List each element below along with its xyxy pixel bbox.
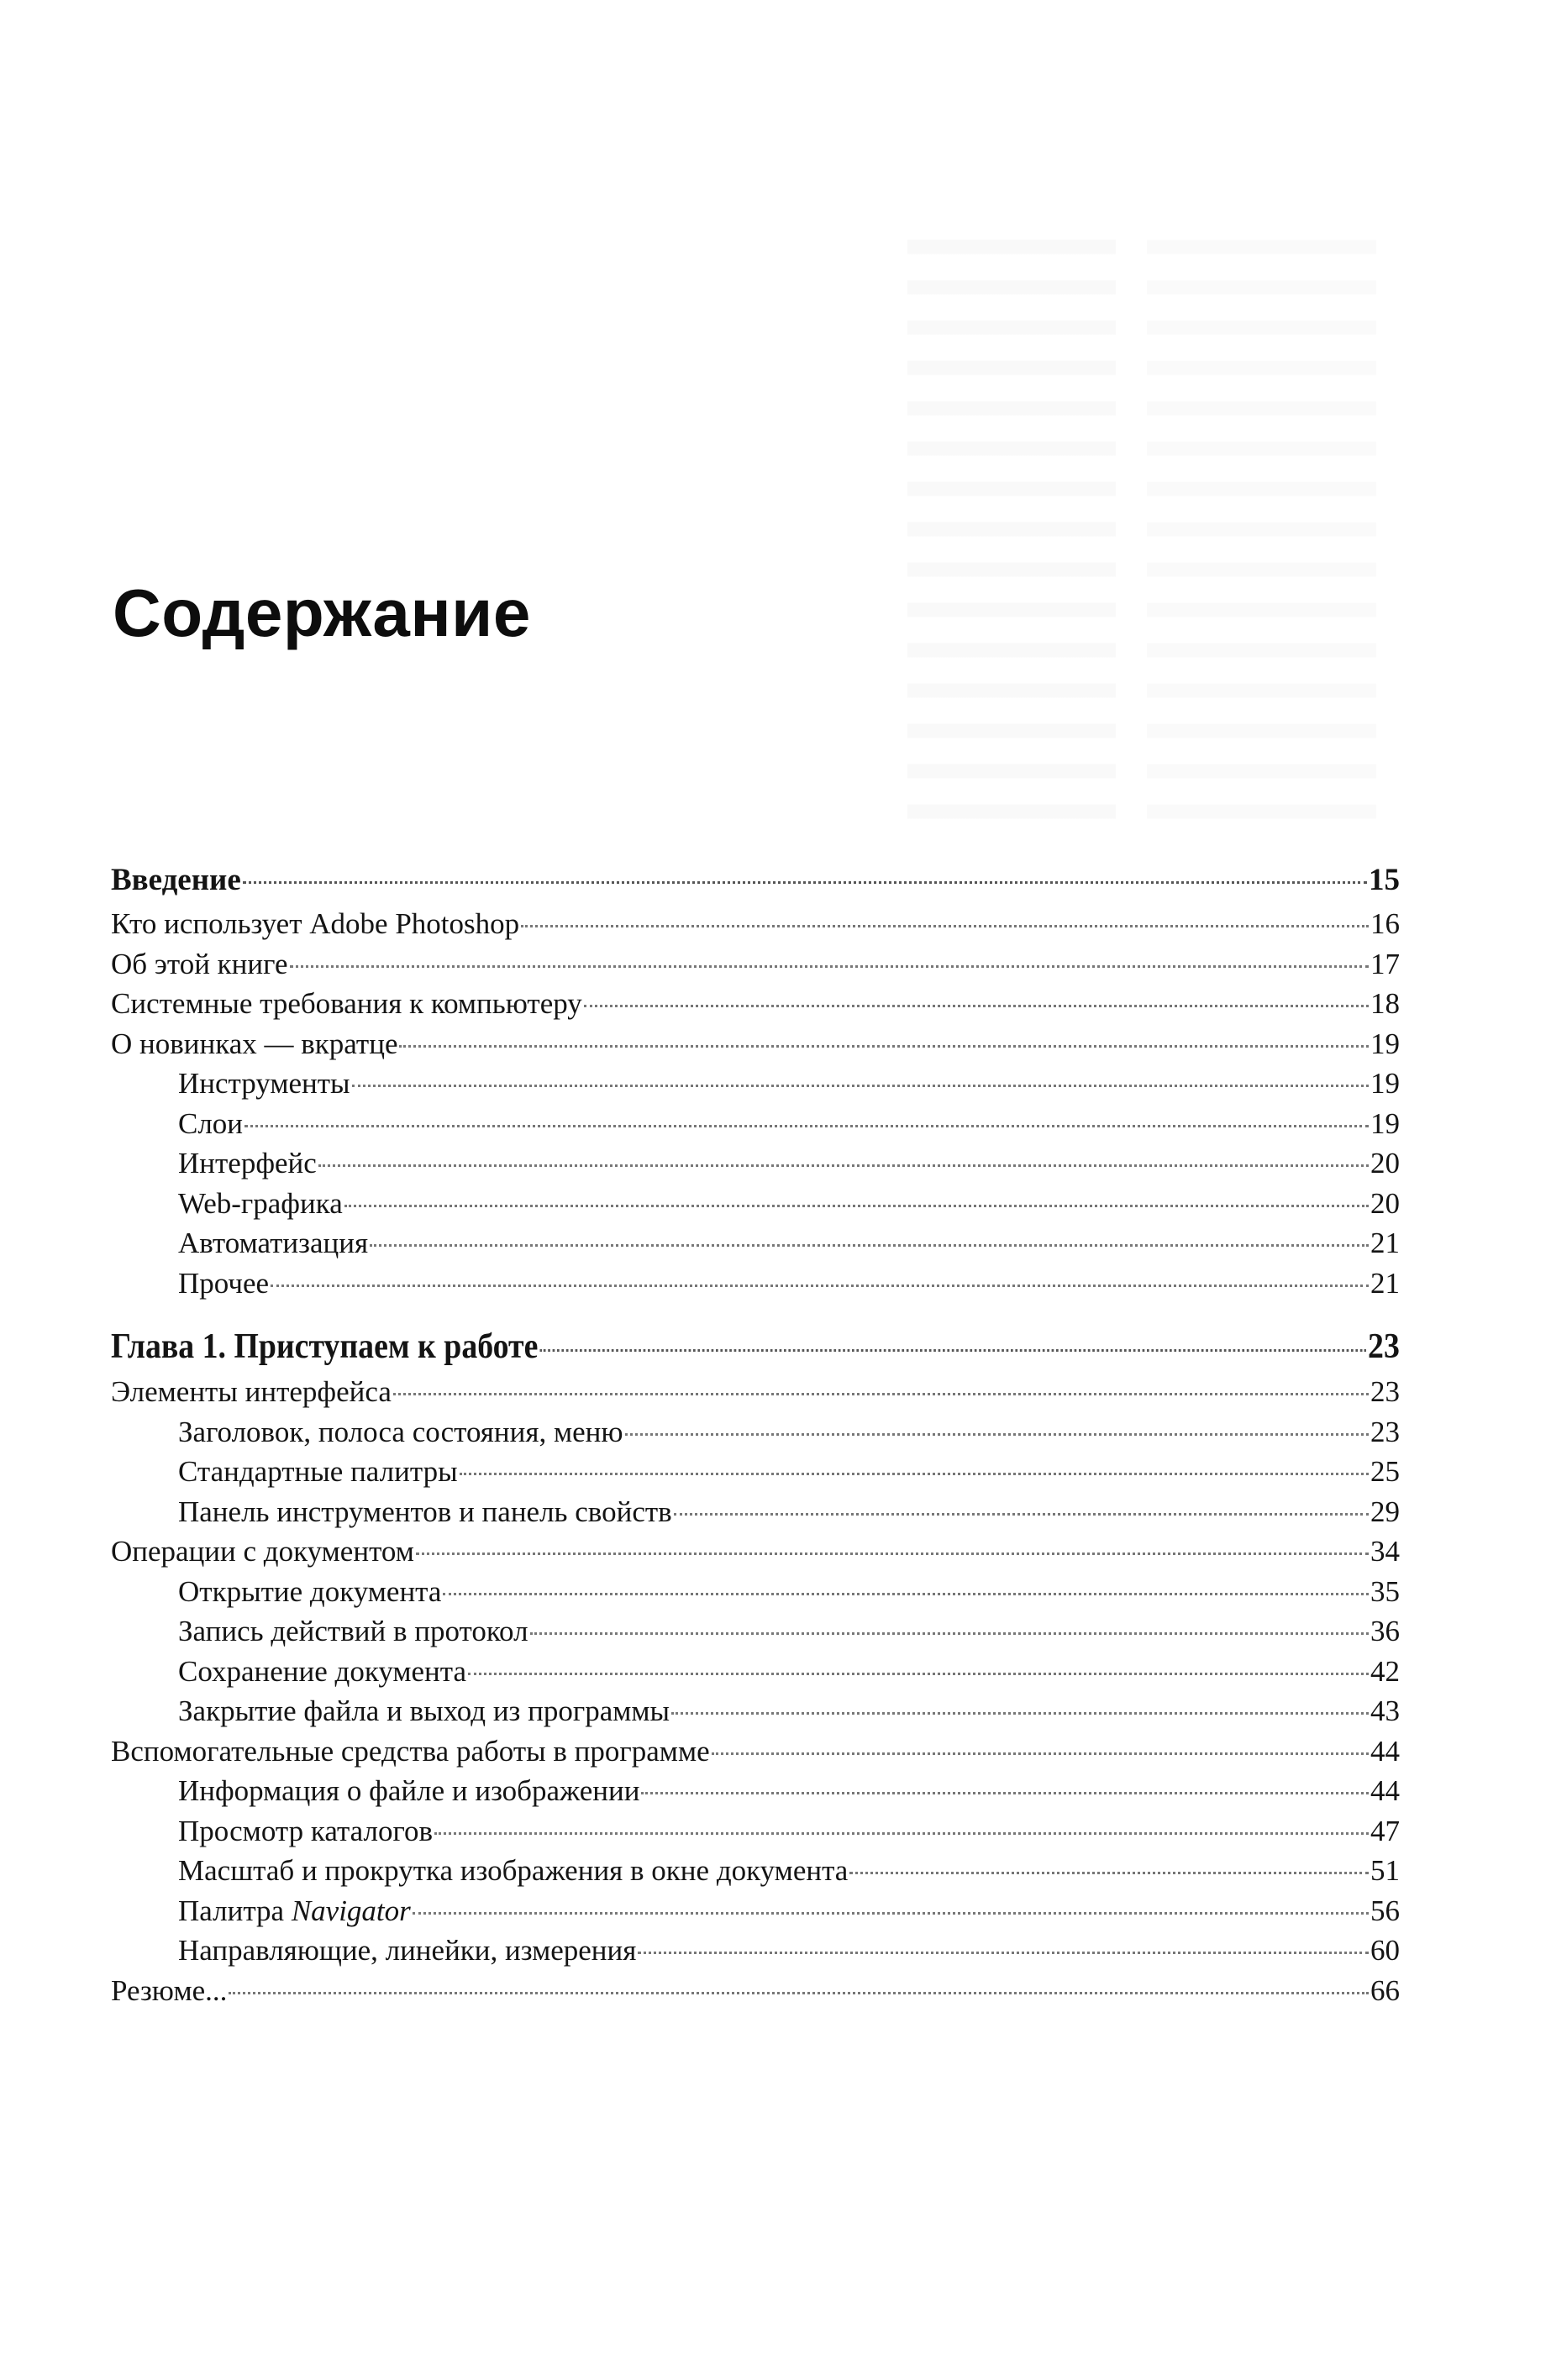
dot-leader xyxy=(413,1912,1369,1915)
table-of-contents xyxy=(111,857,1400,2010)
toc-entry-page: 34 xyxy=(1370,1535,1400,1568)
toc-entry xyxy=(111,1143,1400,1184)
toc-entry-label xyxy=(178,1891,411,1931)
toc-entry xyxy=(111,1811,1400,1852)
toc-entry-page: 21 xyxy=(1370,1266,1400,1300)
toc-group-introduction xyxy=(111,857,1400,1303)
dot-leader xyxy=(638,1952,1369,1954)
toc-entry-label: Инструменты xyxy=(178,1067,350,1100)
toc-entry xyxy=(111,1104,1400,1144)
dot-leader xyxy=(243,881,1367,884)
toc-entry-page: 25 xyxy=(1370,1455,1400,1488)
toc-entry-page: 15 xyxy=(1369,863,1400,897)
dot-leader xyxy=(712,1752,1369,1755)
toc-entry xyxy=(111,1851,1400,1891)
toc-entry xyxy=(111,984,1400,1024)
toc-entry xyxy=(111,1611,1400,1652)
toc-entry-page: 19 xyxy=(1370,1027,1400,1060)
dot-leader xyxy=(460,1473,1369,1475)
toc-entry-page: 51 xyxy=(1370,1854,1400,1887)
toc-entry-page: 19 xyxy=(1370,1067,1400,1100)
toc-entry-label: Слои xyxy=(178,1106,244,1140)
toc-entry-label: Введение xyxy=(111,863,241,897)
toc-entry-label: Операции с документом xyxy=(111,1535,414,1568)
toc-entry-label: Информация о файле и изображении xyxy=(178,1774,640,1807)
toc-entry xyxy=(111,1264,1400,1304)
toc-group-chapter-1 xyxy=(111,1321,1400,2010)
dot-leader xyxy=(271,1285,1369,1287)
toc-entry-label: Сохранение документа xyxy=(178,1654,467,1688)
toc-entry xyxy=(111,1372,1400,1412)
toc-entry xyxy=(111,1492,1400,1532)
toc-entry-label: Автоматизация xyxy=(178,1227,369,1259)
dot-leader xyxy=(434,1832,1369,1835)
toc-entry-label: Элементы интерфейса xyxy=(111,1375,392,1408)
toc-entry xyxy=(111,857,1400,904)
toc-entry-label: Заголовок, полоса состояния, меню xyxy=(178,1415,623,1448)
toc-entry-label: Открытие документа xyxy=(178,1574,442,1608)
dot-leader xyxy=(584,1005,1369,1007)
toc-entry xyxy=(111,1652,1400,1692)
dot-leader xyxy=(539,1349,1366,1352)
dot-leader xyxy=(290,965,1369,968)
toc-entry-label: Интерфейс xyxy=(178,1147,317,1179)
dot-leader xyxy=(849,1872,1369,1874)
toc-entry xyxy=(111,944,1400,985)
toc-entry-label: Вспомогательные средства работы в программе xyxy=(111,1734,710,1768)
toc-entry-page: 36 xyxy=(1370,1615,1400,1647)
toc-entry-label: Прочее xyxy=(178,1266,270,1300)
toc-entry-label: Кто использует Adobe Photoshop xyxy=(111,907,520,940)
toc-entry-label-text: Палитра xyxy=(178,1894,285,1927)
toc-entry-label: Системные требования к компьютеру xyxy=(111,987,582,1020)
toc-entry xyxy=(111,1412,1400,1453)
dot-leader xyxy=(530,1632,1369,1635)
dot-leader xyxy=(229,1992,1369,1994)
toc-entry-label: Резюме... xyxy=(111,1973,228,2007)
toc-entry xyxy=(111,1321,1400,1372)
toc-entry-page: 17 xyxy=(1370,947,1400,980)
toc-entry-page: 29 xyxy=(1370,1495,1400,1528)
toc-entry xyxy=(111,1223,1400,1264)
toc-entry-label: Просмотр каталогов xyxy=(178,1814,433,1847)
toc-entry-label: Масштаб и прокрутка изображения в окне документа xyxy=(178,1854,849,1887)
toc-entry-label: Закрытие файла и выход из программы xyxy=(178,1694,670,1727)
toc-entry-page: 43 xyxy=(1370,1694,1400,1727)
toc-entry xyxy=(111,1691,1400,1731)
toc-entry-page: 19 xyxy=(1370,1106,1400,1140)
toc-entry-label: Запись действий в протокол xyxy=(178,1615,528,1647)
dot-leader xyxy=(244,1125,1369,1127)
toc-entry-page: 47 xyxy=(1370,1814,1400,1847)
dot-leader xyxy=(370,1244,1369,1247)
toc-entry-page: 20 xyxy=(1370,1147,1400,1179)
toc-entry-label-italic: Navigator xyxy=(291,1894,411,1927)
dot-leader xyxy=(344,1205,1369,1207)
dot-leader xyxy=(352,1085,1369,1087)
toc-entry-page: 23 xyxy=(1370,1415,1400,1448)
toc-entry-page: 44 xyxy=(1370,1734,1400,1768)
toc-entry xyxy=(111,1771,1400,1811)
dot-leader xyxy=(393,1393,1369,1395)
toc-entry-page: 56 xyxy=(1370,1894,1400,1927)
toc-entry xyxy=(111,1891,1400,1931)
paper-show-through xyxy=(907,227,1428,865)
toc-entry-page: 60 xyxy=(1370,1934,1400,1967)
dot-leader xyxy=(318,1164,1369,1167)
toc-entry-page: 21 xyxy=(1370,1227,1400,1259)
toc-entry xyxy=(111,904,1400,944)
dot-leader xyxy=(416,1553,1369,1555)
dot-leader xyxy=(671,1712,1369,1715)
toc-entry-page: 66 xyxy=(1370,1973,1400,2007)
toc-entry-page: 44 xyxy=(1370,1774,1400,1807)
toc-entry-page: 23 xyxy=(1368,1327,1400,1366)
page-title: Содержание xyxy=(113,575,531,650)
dot-leader xyxy=(443,1593,1369,1595)
toc-entry xyxy=(111,1184,1400,1224)
dot-leader xyxy=(468,1673,1369,1675)
toc-entry-label: Направляющие, линейки, измерения xyxy=(178,1934,637,1967)
dot-leader xyxy=(625,1433,1369,1436)
toc-entry xyxy=(111,1532,1400,1572)
toc-entry-page: 20 xyxy=(1370,1186,1400,1220)
toc-entry xyxy=(111,1971,1400,2011)
toc-entry xyxy=(111,1024,1400,1064)
dot-leader xyxy=(399,1045,1369,1048)
toc-entry-label: Панель инструментов и панель свойств xyxy=(178,1495,672,1528)
toc-entry-page: 23 xyxy=(1370,1375,1400,1408)
toc-entry-label: Об этой книге xyxy=(111,947,288,980)
toc-entry-label: Стандартные палитры xyxy=(178,1455,458,1488)
toc-entry-page: 35 xyxy=(1370,1574,1400,1608)
toc-entry xyxy=(111,1452,1400,1492)
dot-leader xyxy=(521,925,1369,927)
toc-entry xyxy=(111,1572,1400,1612)
dot-leader xyxy=(674,1513,1369,1516)
toc-entry xyxy=(111,1731,1400,1772)
toc-entry-page: 16 xyxy=(1370,907,1400,940)
toc-entry-label: Глава 1. Приступаем к работе xyxy=(111,1327,539,1366)
toc-entry xyxy=(111,1931,1400,1971)
toc-entry-page: 18 xyxy=(1370,987,1400,1020)
toc-entry-page: 42 xyxy=(1370,1654,1400,1688)
toc-entry-label: Web-графика xyxy=(178,1186,343,1220)
toc-entry xyxy=(111,1064,1400,1104)
toc-entry-label: О новинках — вкратце xyxy=(111,1027,398,1060)
dot-leader xyxy=(641,1792,1369,1794)
